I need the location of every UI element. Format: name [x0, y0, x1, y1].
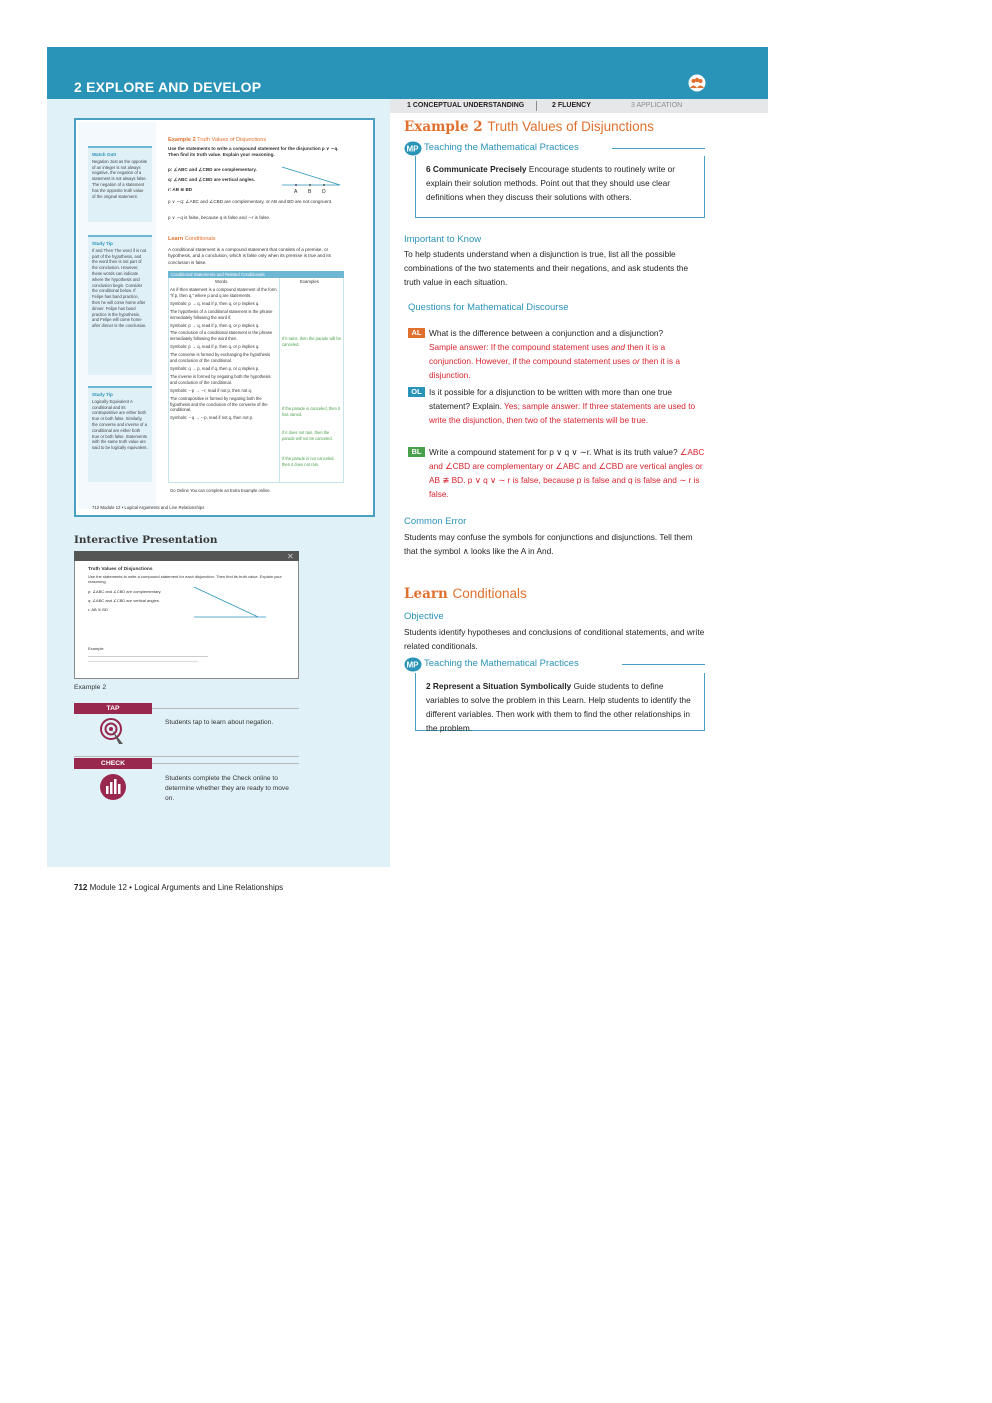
screen-title: Truth Values of Disjunctions — [88, 567, 153, 572]
svg-text:MP: MP — [406, 144, 419, 154]
check-rule — [152, 763, 299, 764]
thumb-work-1: p ∨ ∼q: ∠ABC and ∠CBD are complementary, or AB and BD are not congruent. — [168, 199, 333, 204]
thumb-example-1: If it rains, then the parade will be canceled. — [282, 336, 341, 347]
tap-description: Students tap to learn about negation. — [165, 719, 274, 726]
tab-bar — [390, 99, 768, 113]
thumb-footer: 712 Module 12 • Logical Arguments and Line Relationships — [92, 505, 205, 510]
thumb-example-heading: Example 2 Truth Values of Disjunctions — [168, 137, 267, 143]
table-row: The contrapositive is formed by negating both the hypothesis and the conclusion of the converse of the conditional. — [170, 395, 268, 413]
bl-tag: BL — [408, 447, 425, 457]
presentation-title-bar — [74, 551, 299, 561]
interactive-presentation-title: Interactive Presentation — [74, 534, 218, 546]
ol-tag: OL — [408, 387, 425, 397]
questions-heading: Questions for Mathematical Discourse — [408, 302, 569, 313]
check-description: Students complete the Check online to determine whether they are ready to move on. — [165, 775, 289, 802]
thumb-table-words — [170, 287, 277, 421]
question-ol-text: Is it possible for a disjunction to be written with more than one true statement? Explain. Yes; sample answer: If three statements are used to write the disjunction, then two of the statements will be true. — [429, 387, 696, 425]
page-number: 712 — [74, 883, 88, 892]
common-error-text: Students may confuse the symbols for conjunctions and disjunctions. Tell them that the symbol ∧ looks like the A in And. — [404, 532, 693, 556]
question-bl-text: Write a compound statement for p ∨ q ∨ ∼r. What is its truth value? ∠ABC and ∠CBD are complementary or ∠ABC and ∠CBD are vertical angles or AB ≇ BD. p ∨ q ∨ ∼ r is false, because p is false and q is false and ∼ r is false. — [429, 447, 705, 499]
objective-heading: Objective — [404, 611, 444, 622]
thumb-prompt: Use the statements to write a compound statement for the disjunction p ∨ ∼q. Then find its truth value. Explain your reasoning. — [168, 146, 339, 158]
tab-conceptual[interactable]: 1 CONCEPTUAL UNDERSTANDING — [407, 102, 525, 109]
check-badge: CHECK — [74, 758, 152, 769]
tab-fluency[interactable]: 2 FLUENCY — [552, 102, 591, 109]
thumb-learn-definition: A conditional statement is a compound statement that consists of a premise, or hypothesis, and a conclusion, which is false only when its premise is true and its conclusion is false. — [168, 247, 331, 265]
col-examples: Examples — [300, 279, 319, 284]
table-row: An if-then statement is a compound statement of the form "if p, then q," where p and q are statements. — [170, 287, 277, 298]
svg-text:MP: MP — [406, 660, 419, 670]
table-row: Symbols: q → p, read if q, then p, or q implies p. — [170, 365, 260, 371]
learn-heading: Learn Conditionals — [404, 586, 527, 602]
table-row: Symbols: p → q, read if p, then q, or p implies q. — [170, 300, 260, 306]
tap-badge: TAP — [74, 703, 152, 714]
close-icon[interactable]: ✕ — [287, 552, 294, 561]
mp-heading-2: MP Teaching the Mathematical Practices — [404, 657, 706, 673]
table-row: Symbols: ∼q → ∼p, read if not q, then not p. — [170, 415, 254, 421]
screen-p: p: ∠ABC and ∠CBD are complementary. — [88, 589, 162, 594]
al-tag: AL — [408, 328, 425, 338]
mp-box-1: 6 Communicate Precisely Encourage students to routinely write or explain their solution methods. Point out that they should use clear definitions when they discuss their solutions with others. — [415, 156, 705, 218]
thumb-example-3: If it does not rain, then the parade will not be canceled. — [282, 430, 333, 441]
tap-icon — [99, 717, 127, 747]
section-title: 2 EXPLORE AND DEVELOP — [74, 79, 262, 95]
mp-rule — [622, 664, 705, 665]
col-words: Words — [215, 279, 228, 284]
table-divider — [279, 278, 280, 483]
table-row: The hypothesis of a conditional statement is the phrase immediately following the word if. — [170, 308, 273, 320]
question-al-text: What is the difference between a conjunction and a disjunction? Sample answer: If the compound statement uses and then it is a conjunction. However, if the compound statement uses or then it is a disjunction. — [429, 328, 680, 380]
presentation-caption: Example 2 — [74, 684, 107, 691]
common-error-heading: Common Error — [404, 516, 467, 527]
divider — [74, 756, 299, 757]
screen-diagram — [190, 585, 270, 625]
watch-out-box: Watch Out! Negation Just as the opposite of an integer is not always negative, the negation of a statement is not always false. The negation of a statement has the opposite truth value of the original statement. — [88, 146, 152, 222]
example-heading: Example 2 Truth Values of Disjunctions — [404, 119, 654, 135]
thumb-example-4: If the parade is not canceled, then it does not rain. — [282, 456, 335, 467]
table-row: The conclusion of a conditional statement is the phrase immediately following the word then. — [170, 330, 273, 342]
tap-rule — [152, 708, 299, 709]
thumb-learn-heading: Learn Conditionals — [168, 236, 216, 242]
mp-rule — [612, 148, 705, 149]
tab-application[interactable]: 3 APPLICATION — [631, 102, 683, 109]
mp-heading-1: MP Teaching the Mathematical Practices — [404, 141, 706, 157]
screen-line — [88, 656, 208, 657]
mathematical-practices-icon — [404, 657, 422, 672]
table-row: Symbols: ∼p → ∼r, read if not p, then not q. — [170, 387, 252, 393]
thumb-go-online: Go Online You can complete an Extra Example online. — [170, 488, 271, 493]
thumb-q-statement: q: ∠ABC and ∠CBD are vertical angles. — [168, 177, 256, 182]
svg-text:D: D — [322, 189, 326, 195]
thumb-example-2: If the parade is canceled, then it has rained. — [282, 406, 341, 417]
conditionals-table-header: Conditional Statements and Related Conditionals — [168, 271, 344, 278]
thumb-work-2: p ∨ ∼q is false, because q is false and ∼r is false. — [168, 215, 271, 220]
table-row: The inverse is formed by negating both the hypothesis and conclusion of the conditional. — [170, 373, 271, 385]
thumb-r-statement: r: AB ≅ BD — [168, 187, 193, 192]
important-heading: Important to Know — [404, 234, 482, 245]
page-footer — [74, 883, 283, 892]
important-text: To help students understand when a disjunction is true, list all the possible combinations of the two statements and their negations, and ask students the truth value in each situation. — [404, 249, 689, 287]
screen-label: Example — [88, 646, 104, 651]
screen-line — [88, 661, 198, 662]
thumb-p-statement: p: ∠ABC and ∠CBD are complementary. — [168, 167, 257, 172]
angle-diagram — [280, 165, 342, 195]
objective-text: Students identify hypotheses and conclusions of conditional statements, and write related conditionals. — [404, 627, 705, 651]
study-tip-box-2: Study Tip Logically Equivalent A conditional and its contrapositive are either both true or both false. Similarly, the converse and inverse of a conditional are either both true or both false. Statements with the same truth value are said to be logically equivalent. — [88, 386, 152, 482]
table-row: The converse is formed by exchanging the hypothesis and conclusion of the conditional. — [170, 352, 271, 364]
screen-r: r: AB ≅ BD — [88, 607, 108, 612]
table-row: Symbols: p → q, read if p, then q, or p implies q. — [170, 344, 260, 350]
module-name: Module 12 • Logical Arguments and Line Relationships — [89, 883, 284, 892]
mathematical-practices-icon — [404, 141, 422, 156]
svg-text:A: A — [294, 189, 298, 195]
collaboration-icon — [687, 74, 707, 92]
mp-box-2: 2 Represent a Situation Symbolically Guide students to define variables to solve the problem in this Learn. Help students to identify the different variables. Then work with them to find the other relationships in the problem. — [415, 673, 705, 731]
table-row: Symbols: p → q, read if p, then q, or p implies q. — [170, 322, 260, 328]
tab-separator — [536, 101, 537, 111]
svg-text:B: B — [308, 189, 312, 195]
screen-q: q: ∠ABC and ∠CBD are vertical angles. — [88, 598, 160, 603]
study-tip-box: Study Tip If and Then The word if is not part of the hypothesis, and the word then is not part of the conclusion. However, these words can indicate where the hypothesis and conclusion begin. Consider the conditional below. If Felipe has band practice, then he will come home after dinner. Felipe has band practice is the hypothesis, and Felipe will come home after dinner is the conclusion. — [88, 235, 152, 375]
chart-check-icon — [99, 773, 127, 801]
screen-prompt: Use the statements to write a compound statement for each disjunction. Then find its truth value. Explain your reasoning. — [88, 574, 282, 584]
